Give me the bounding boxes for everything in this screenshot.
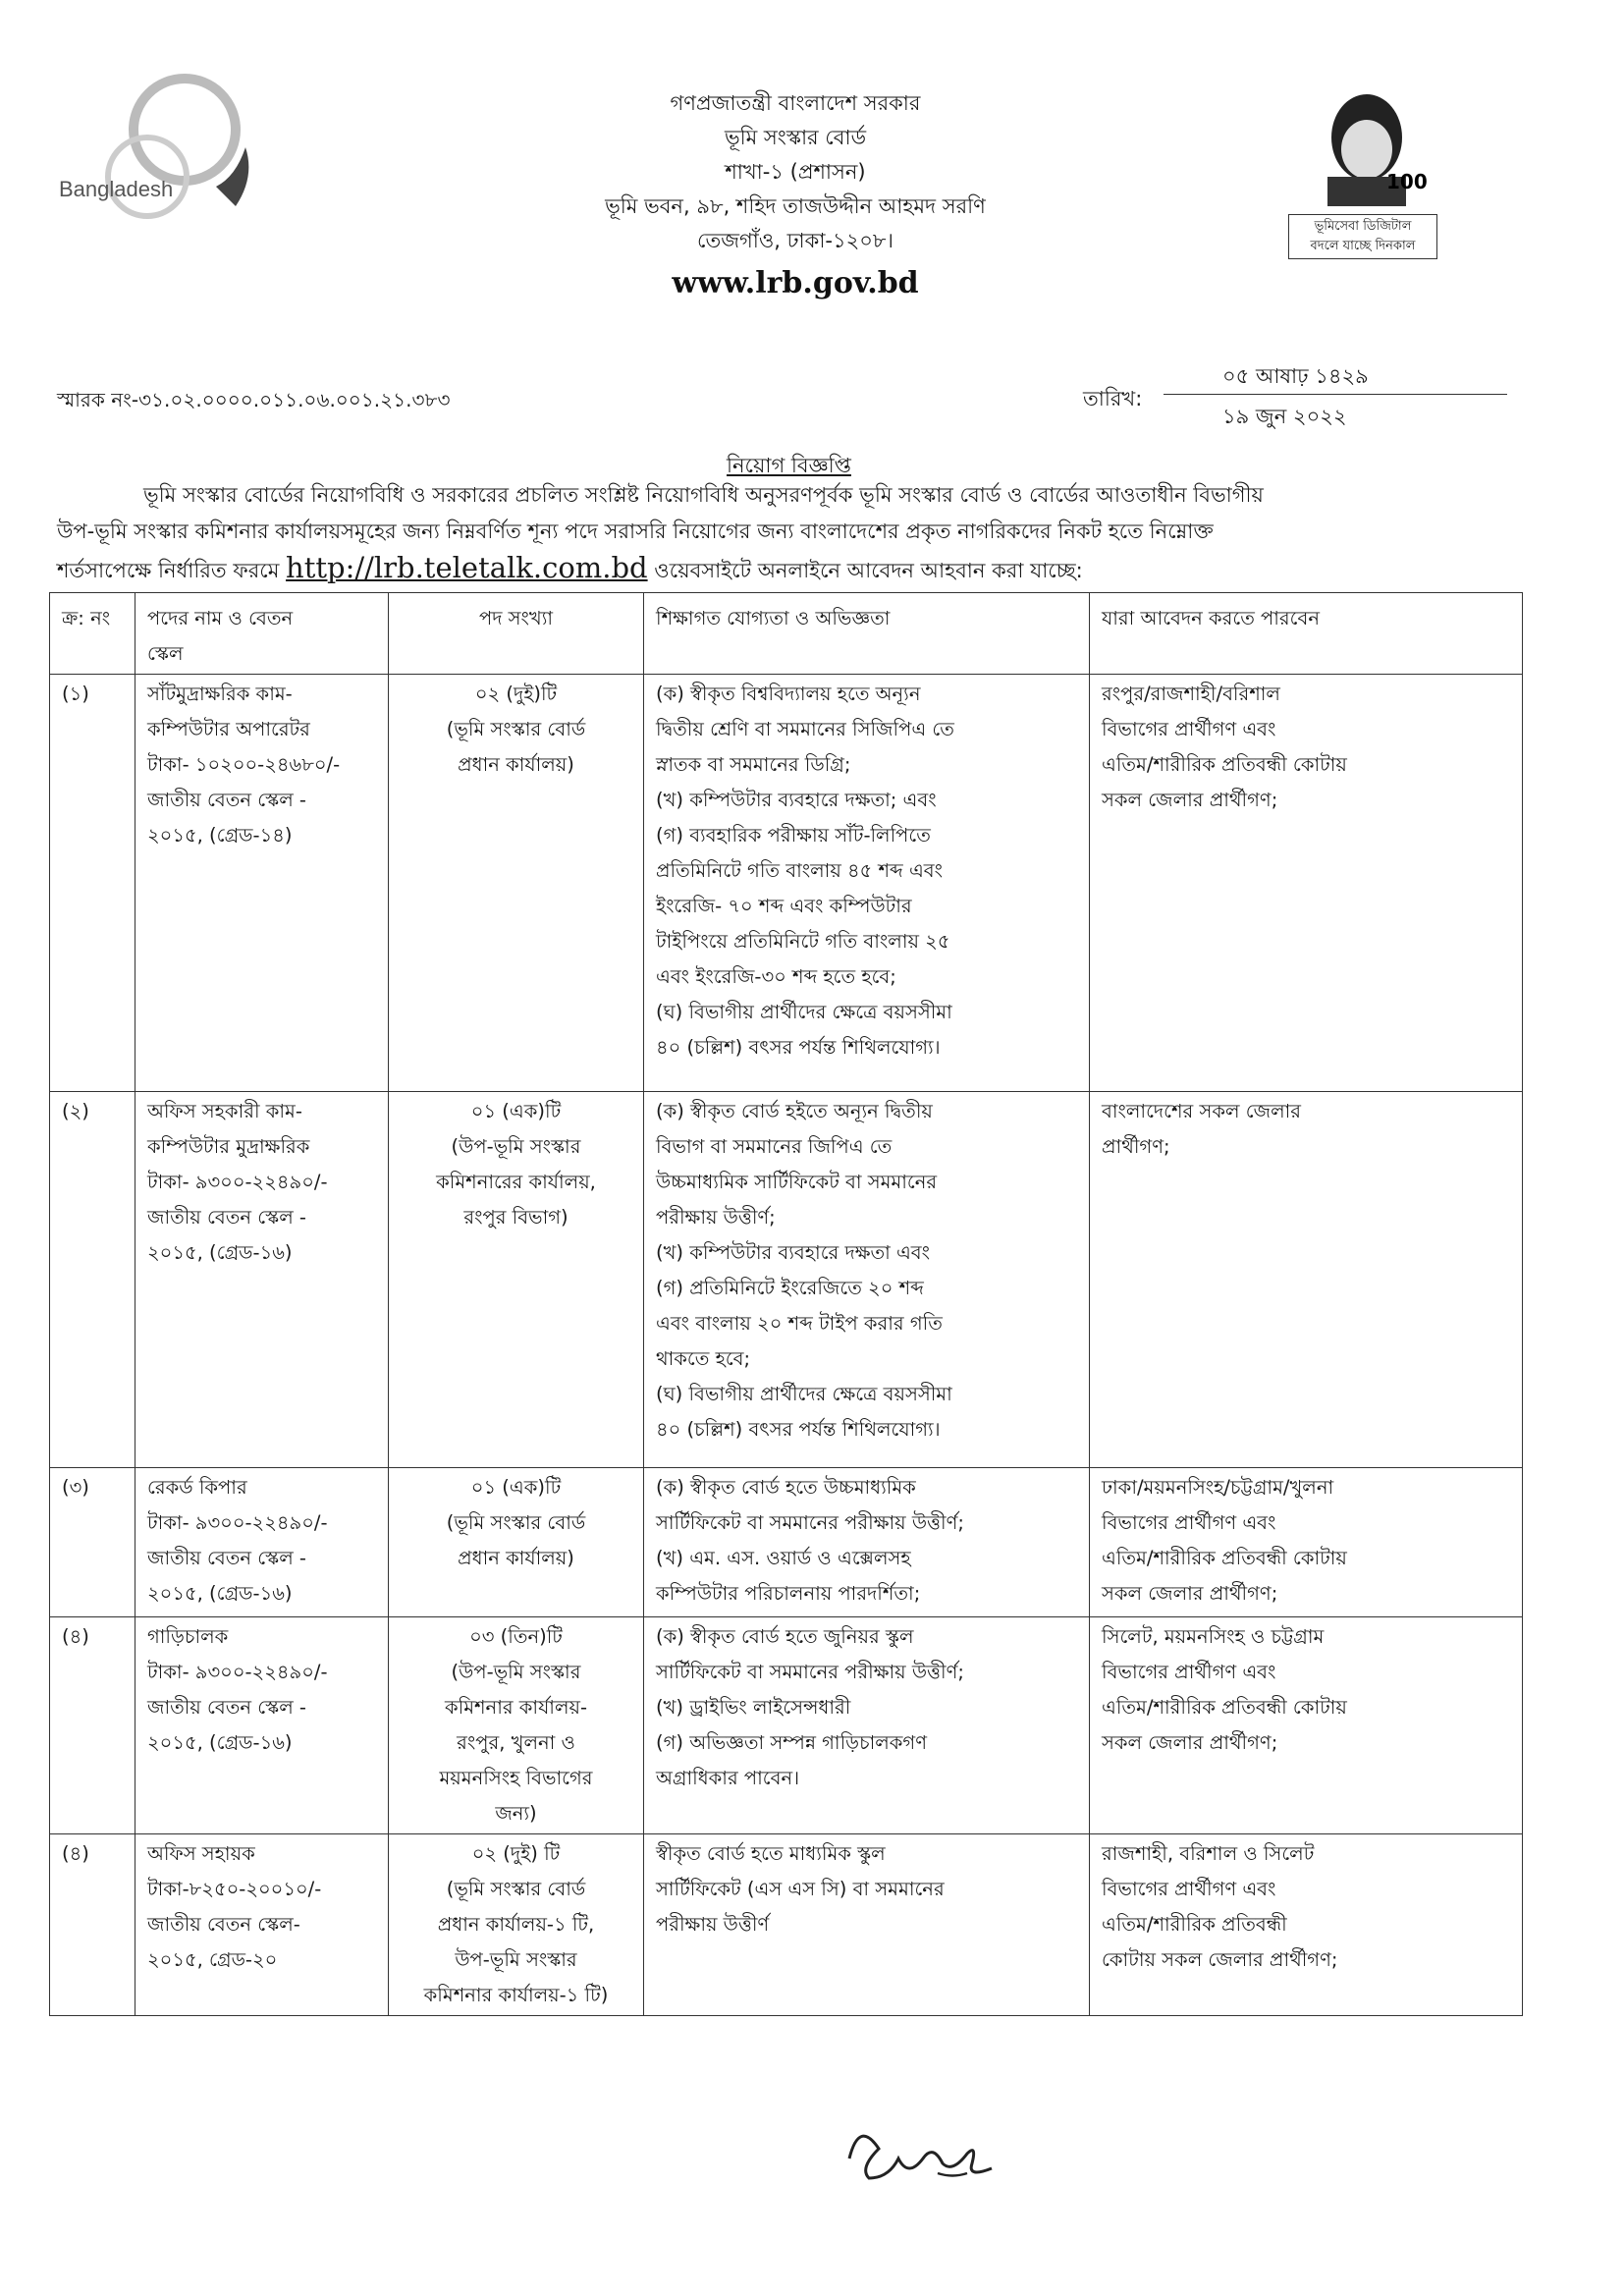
date-english: ১৯ জুন ২০২২ <box>1222 405 1347 428</box>
qualification-line: (গ) প্রতিমিনিটে ইংরেজিতে ২০ শব্দ <box>656 1277 924 1299</box>
count-line: প্রধান কার্যালয়-১ টি, <box>437 1913 595 1936</box>
post-line: ২০১৫, (গ্রেড-১৬) <box>147 1582 293 1605</box>
cell-count <box>389 1468 644 1617</box>
eligibility-line: রংপুর/রাজশাহী/বরিশাল <box>1102 683 1280 705</box>
branch-name: শাখা-১ (প্রশাসন) <box>725 160 866 184</box>
eligibility-line: বিভাগের প্রার্থীগণ এবং <box>1102 1511 1276 1534</box>
cell-post <box>135 1617 389 1834</box>
count-line: কমিশনার কার্যালয়- <box>444 1696 588 1719</box>
header-serial: ক্র: নং <box>50 593 135 675</box>
count-line: উপ-ভূমি সংস্কার <box>455 1948 577 1971</box>
post-line: জাতীয় বেতন স্কেল - <box>147 1206 306 1229</box>
qualification-line: ইংরেজি- ৭০ শব্দ এবং কম্পিউটার <box>656 895 912 917</box>
post-line: কম্পিউটার অপারেটর <box>147 718 310 740</box>
intro-line-3b: ওয়েবসাইটে অনলাইনে আবেদন আহবান করা যাচ্ছে: <box>647 559 1083 582</box>
qualification-line: কম্পিউটার পরিচালনায় পারদর্শিতা; <box>656 1582 921 1605</box>
notice-title: নিয়োগ বিজ্ঞপ্তি <box>727 454 851 477</box>
cell-qualification <box>644 1092 1090 1468</box>
post-line: রেকর্ড কিপার <box>147 1476 247 1499</box>
header-post-line-2: স্কেল <box>147 642 184 665</box>
intro-line-2: উপ-ভূমি সংস্কার কমিশনার কার্যালয়সমূহের জন্য নিম্নবর্ণিত শূন্য পদে সরাসরি নিয়োগের জন্য বাংলাদেশের প্রকৃত নাগরিকদের নিকট হতে নিম্নোক্ত <box>57 519 1214 543</box>
count-line: কমিশনারের কার্যালয়, <box>436 1171 596 1193</box>
post-line: জাতীয় বেতন স্কেল- <box>147 1913 300 1936</box>
qualification-line: বিভাগ বা সমমানের জিপিএ তে <box>656 1135 893 1158</box>
post-line: সাঁটমুদ্রাক্ষরিক কাম- <box>147 683 293 705</box>
post-line: জাতীয় বেতন স্কেল - <box>147 1696 306 1719</box>
count-line: রংপুর বিভাগ) <box>463 1206 568 1229</box>
qualification-line: (ঘ) বিভাগীয় প্রার্থীদের ক্ষেত্রে বয়সসীমা <box>656 1001 952 1023</box>
eligibility-line: এতিম/শারীরিক প্রতিবন্ধী কোটায় <box>1102 1696 1347 1719</box>
header-count: পদ সংখ্যা <box>389 593 644 675</box>
qualification-line: পরীক্ষায় উত্তীর্ণ <box>656 1913 770 1936</box>
qualification-line: (ক) স্বীকৃত বোর্ড হতে উচ্চমাধ্যমিক <box>656 1476 916 1499</box>
application-url-link[interactable]: http://lrb.teletalk.com.bd <box>286 551 648 584</box>
cell-count <box>389 1092 644 1468</box>
cell-count <box>389 675 644 1092</box>
qualification-line: দ্বিতীয় শ্রেণি বা সমমানের সিজিপিএ তে <box>656 718 954 740</box>
eligibility-line: বিভাগের প্রার্থীগণ এবং <box>1102 1661 1276 1683</box>
cell-serial: (৪) <box>50 1617 135 1834</box>
qualification-line: (খ) এম. এস. ওয়ার্ড ও এক্সেলসহ <box>656 1547 911 1569</box>
logo-caption-box <box>1288 214 1437 259</box>
date-label: তারিখ: <box>1083 387 1143 410</box>
eligibility-line: বিভাগের প্রার্থীগণ এবং <box>1102 718 1276 740</box>
qualification-line: প্রতিমিনিটে গতি বাংলায় ৪৫ শব্দ এবং <box>656 859 944 882</box>
cell-eligibility <box>1090 1092 1523 1468</box>
cell-eligibility <box>1090 675 1523 1092</box>
qualification-line: স্নাতক বা সমমানের ডিগ্রি; <box>656 753 851 776</box>
table-row <box>50 1468 1523 1617</box>
qualification-line: (গ) অভিজ্ঞতা সম্পন্ন গাড়িচালকগণ <box>656 1731 928 1754</box>
eligibility-line: সিলেট, ময়মনসিংহ ও চট্টগ্রাম <box>1102 1625 1325 1648</box>
eligibility-line: বাংলাদেশের সকল জেলার <box>1102 1100 1301 1122</box>
count-line: প্রধান কার্যালয়) <box>458 1547 574 1569</box>
logo-caption-2: বদলে যাচ্ছে দিনকাল <box>1310 239 1416 253</box>
signature <box>839 2109 1016 2188</box>
table-row <box>50 675 1523 1092</box>
post-line: ২০১৫, (গ্রেড-১৬) <box>147 1731 293 1754</box>
count-line: ০১ (এক)টি <box>470 1100 562 1122</box>
portrait-icon <box>1288 79 1449 206</box>
table-row <box>50 1092 1523 1468</box>
count-line: কমিশনার কার্যালয়-১ টি) <box>423 1984 609 2006</box>
eligibility-line: প্রার্থীগণ; <box>1102 1135 1170 1158</box>
eligibility-line: সকল জেলার প্রার্থীগণ; <box>1102 789 1278 811</box>
count-line: ০৩ (তিন)টি <box>469 1625 563 1648</box>
qualification-line: (ক) স্বীকৃত বিশ্ববিদ্যালয় হতে অন্যূন <box>656 683 921 705</box>
qualification-line: (ক) স্বীকৃত বোর্ড হইতে অন্যূন দ্বিতীয় <box>656 1100 933 1122</box>
post-line: টাকা- ৯৩০০-২২৪৯০/- <box>147 1661 328 1683</box>
logo-bangladesh-text: Bangladesh <box>59 177 174 201</box>
bangladesh-50-logo <box>39 59 275 246</box>
qualification-line: (ক) স্বীকৃত বোর্ড হতে জুনিয়র স্কুল <box>656 1625 914 1648</box>
date-block <box>1164 358 1507 438</box>
memo-reference: স্মারক নং-৩১.০২.০০০০.০১১.০৬.০০১.২১.৩৮৩ <box>57 388 451 411</box>
header-eligibility: যারা আবেদন করতে পারবেন <box>1090 593 1523 675</box>
count-line: (ভূমি সংস্কার বোর্ড <box>446 1511 586 1534</box>
intro-line-3a: শর্তসাপেক্ষে নির্ধারিত ফরমে <box>57 559 287 582</box>
header-qualification: শিক্ষাগত যোগ্যতা ও অভিজ্ঞতা <box>644 593 1090 675</box>
cell-eligibility <box>1090 1617 1523 1834</box>
post-line: ২০১৫, গ্রেড-২০ <box>147 1948 278 1971</box>
qualification-line: টাইপিংয়ে প্রতিমিনিটে গতি বাংলায় ২৫ <box>656 930 950 953</box>
post-line: অফিস সহকারী কাম- <box>147 1100 302 1122</box>
table-row <box>50 1834 1523 2016</box>
count-line: (উপ-ভূমি সংস্কার <box>451 1661 581 1683</box>
svg-text:100: 100 <box>1386 170 1428 193</box>
count-line: (ভূমি সংস্কার বোর্ড <box>446 1878 586 1900</box>
qualification-line: ৪০ (চল্লিশ) বৎসর পর্যন্ত শিথিলযোগ্য। <box>656 1036 941 1059</box>
post-line: টাকা-৮২৫০-২০০১০/- <box>147 1878 322 1900</box>
header-post-line-1: পদের নাম ও বেতন <box>147 607 294 629</box>
cell-post <box>135 1468 389 1617</box>
intro-line-3 <box>57 550 1530 589</box>
qualification-line: ৪০ (চল্লিশ) বৎসর পর্যন্ত শিথিলযোগ্য। <box>656 1418 941 1441</box>
post-line: কম্পিউটার মুদ্রাক্ষরিক <box>147 1135 310 1158</box>
date-bangla: ০৫ আষাঢ় ১৪২৯ <box>1164 358 1507 395</box>
qualification-line: সার্টিফিকেট (এস এস সি) বা সমমানের <box>656 1878 945 1900</box>
table-row <box>50 1617 1523 1834</box>
post-line: টাকা- ৯৩০০-২২৪৯০/- <box>147 1171 328 1193</box>
eligibility-line: এতিম/শারীরিক প্রতিবন্ধী কোটায় <box>1102 753 1347 776</box>
post-line: ২০১৫, (গ্রেড-১৪) <box>147 824 293 847</box>
notice-intro <box>57 477 1530 589</box>
qualification-line: থাকতে হবে; <box>656 1347 751 1370</box>
cell-eligibility <box>1090 1834 1523 2016</box>
cell-serial: (৩) <box>50 1468 135 1617</box>
address-line-2: তেজগাঁও, ঢাকা-১২০৮। <box>696 229 894 252</box>
table-header-row <box>50 593 1523 675</box>
cell-qualification <box>644 1468 1090 1617</box>
cell-qualification <box>644 1834 1090 2016</box>
cell-post <box>135 675 389 1092</box>
cell-post <box>135 1092 389 1468</box>
board-name: ভূমি সংস্কার বোর্ড <box>724 126 867 149</box>
cell-serial: (১) <box>50 675 135 1092</box>
eligibility-line: কোটায় সকল জেলার প্রার্থীগণ; <box>1102 1948 1338 1971</box>
qualification-line: (খ) কম্পিউটার ব্যবহারে দক্ষতা; এবং <box>656 789 937 811</box>
qualification-line: এবং বাংলায় ২০ শব্দ টাইপ করার গতি <box>656 1312 943 1335</box>
qualification-line: অগ্রাধিকার পাবেন। <box>656 1767 800 1789</box>
cell-eligibility <box>1090 1468 1523 1617</box>
logo-caption-1: ভূমিসেবা ডিজিটাল <box>1314 219 1412 234</box>
qualification-line: (গ) ব্যবহারিক পরীক্ষায় সাঁট-লিপিতে <box>656 824 931 847</box>
count-line: ০২ (দুই) টি <box>471 1842 561 1865</box>
qualification-line: উচ্চমাধ্যমিক সার্টিফিকেট বা সমমানের <box>656 1171 938 1193</box>
count-line: ০১ (এক)টি <box>470 1476 562 1499</box>
count-line: ০২ (দুই)টি <box>474 683 558 705</box>
cell-serial: (২) <box>50 1092 135 1468</box>
vacancy-table <box>49 592 1523 2016</box>
address-line-1: ভূমি ভবন, ৯৮, শহিদ তাজউদ্দীন আহমদ সরণি <box>605 194 986 218</box>
cell-serial: (৪) <box>50 1834 135 2016</box>
letterhead <box>393 86 1198 305</box>
eligibility-line: ঢাকা/ময়মনসিংহ/চট্টগ্রাম/খুলনা <box>1102 1476 1334 1499</box>
post-line: গাড়িচালক <box>147 1625 229 1648</box>
post-line: জাতীয় বেতন স্কেল - <box>147 789 306 811</box>
intro-line-1: ভূমি সংস্কার বোর্ডের নিয়োগবিধি ও সরকারের প্রচলিত সংশ্লিষ্ট নিয়োগবিধি অনুসরণপূর্বক ভূমি সংস্কার বোর্ড ও বোর্ডের আওতাধীন বিভাগীয় <box>143 483 1264 507</box>
qualification-line: পরীক্ষায় উত্তীর্ণ; <box>656 1206 776 1229</box>
eligibility-line: এতিম/শারীরিক প্রতিবন্ধী <box>1102 1913 1287 1936</box>
qualification-line: সার্টিফিকেট বা সমমানের পরীক্ষায় উত্তীর্ণ; <box>656 1661 964 1683</box>
cell-qualification <box>644 675 1090 1092</box>
cell-qualification <box>644 1617 1090 1834</box>
post-line: অফিস সহায়ক <box>147 1842 255 1865</box>
post-line: ২০১৫, (গ্রেড-১৬) <box>147 1241 293 1264</box>
cell-count <box>389 1834 644 2016</box>
eligibility-line: এতিম/শারীরিক প্রতিবন্ধী কোটায় <box>1102 1547 1347 1569</box>
eligibility-line: সকল জেলার প্রার্থীগণ; <box>1102 1731 1278 1754</box>
qualification-line: (খ) ড্রাইভিং লাইসেন্সধারী <box>656 1696 851 1719</box>
post-line: টাকা- ১০২০০-২৪৬৮০/- <box>147 753 341 776</box>
count-line: রংপুর, খুলনা ও <box>457 1731 575 1754</box>
govt-title: গণপ্রজাতন্ত্রী বাংলাদেশ সরকার <box>670 91 921 115</box>
eligibility-line: রাজশাহী, বরিশাল ও সিলেট <box>1102 1842 1315 1865</box>
qualification-line: (খ) কম্পিউটার ব্যবহারে দক্ষতা এবং <box>656 1241 931 1264</box>
qualification-line: (ঘ) বিভাগীয় প্রার্থীদের ক্ষেত্রে বয়সসীমা <box>656 1383 952 1405</box>
count-line: (উপ-ভূমি সংস্কার <box>451 1135 581 1158</box>
count-line: জন্য) <box>495 1802 537 1825</box>
eligibility-line: সকল জেলার প্রার্থীগণ; <box>1102 1582 1278 1605</box>
header-post <box>135 593 389 675</box>
cell-post <box>135 1834 389 2016</box>
eligibility-line: বিভাগের প্রার্থীগণ এবং <box>1102 1878 1276 1900</box>
qualification-line: এবং ইংরেজি-৩০ শব্দ হতে হবে; <box>656 965 896 988</box>
post-line: জাতীয় বেতন স্কেল - <box>147 1547 306 1569</box>
mujib-100-logo <box>1288 79 1449 265</box>
count-line: (ভূমি সংস্কার বোর্ড <box>446 718 586 740</box>
post-line: টাকা- ৯৩০০-২২৪৯০/- <box>147 1511 328 1534</box>
qualification-line: স্বীকৃত বোর্ড হতে মাধ্যমিক স্কুল <box>656 1842 886 1865</box>
count-line: প্রধান কার্যালয়) <box>458 753 574 776</box>
count-line: ময়মনসিংহ বিভাগের <box>439 1767 593 1789</box>
qualification-line: সার্টিফিকেট বা সমমানের পরীক্ষায় উত্তীর্ণ; <box>656 1511 964 1534</box>
cell-count <box>389 1617 644 1834</box>
website-link[interactable]: www.lrb.gov.bd <box>672 266 919 301</box>
